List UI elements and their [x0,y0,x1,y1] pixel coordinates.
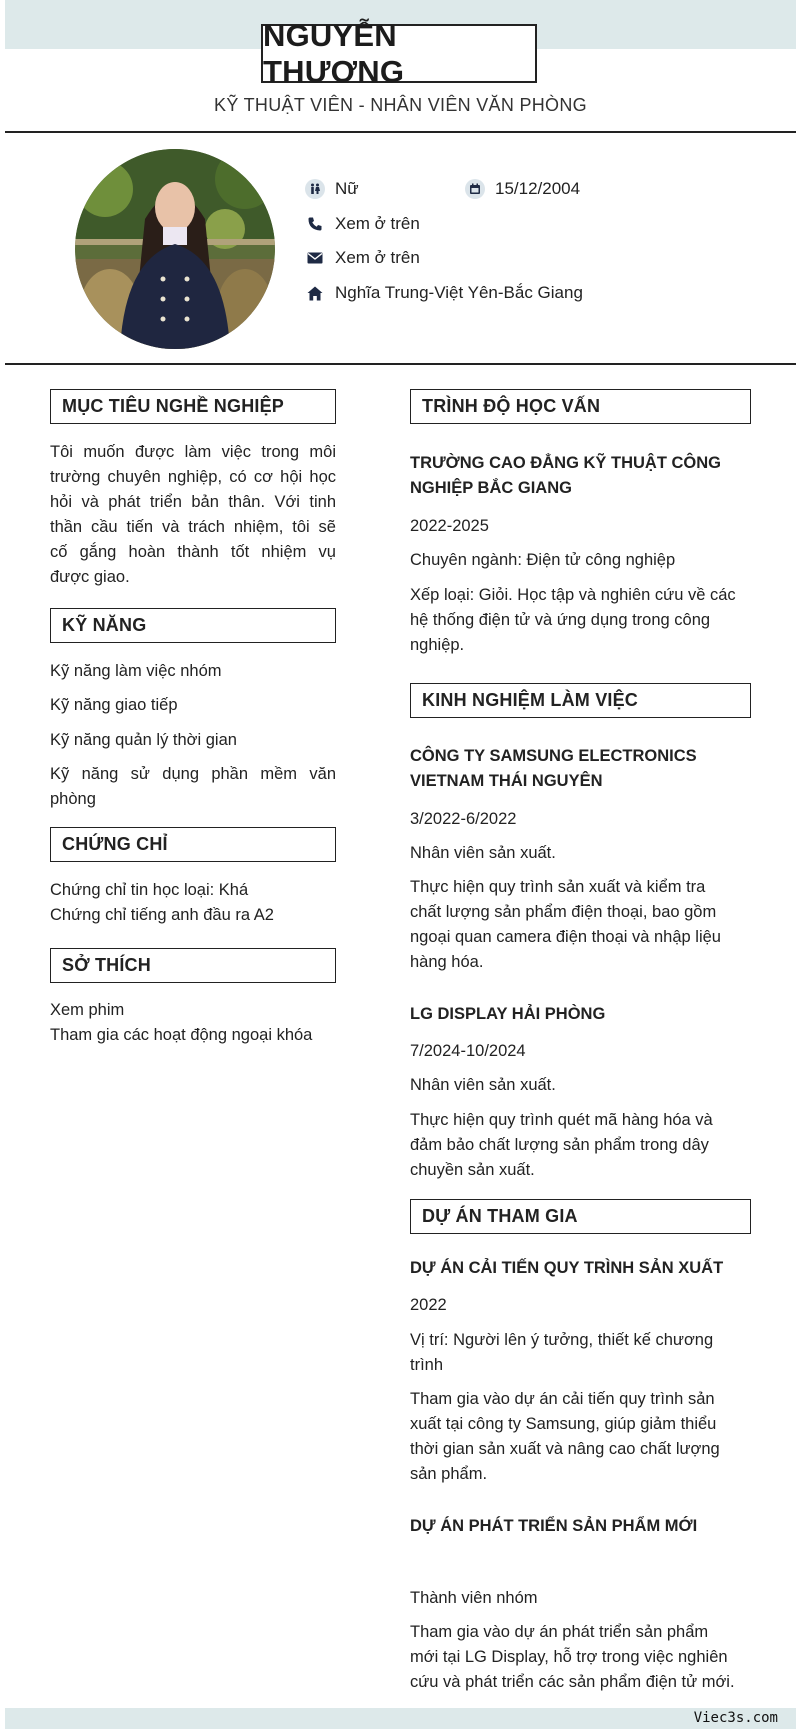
birthday-value: 15/12/2004 [495,179,581,198]
bottom-band [5,1708,796,1729]
education-period: 2022-2025 [410,517,489,535]
project-detail-line: mới tại LG Display, hỗ trợ trong việc nghiên [410,1648,728,1666]
resume-page [5,0,796,1729]
name-box [261,17,537,89]
job-title: KỸ THUẬT VIÊN - NHÂN VIÊN VĂN PHÒNG [214,95,587,115]
hobby-item: Xem phim [50,1001,125,1019]
education-detail-line: hệ thống điện tử và ứng dụng trong công [410,611,711,629]
middle-divider [5,363,796,365]
email-row [305,248,420,268]
project-detail-line: sản phẩm. [410,1465,488,1483]
education-detail-line: nghiệp. [410,636,465,654]
project-detail-line: Tham gia vào dự án phát triển sản phẩm [410,1623,709,1641]
project-name: DỰ ÁN CẢI TIẾN QUY TRÌNH SẢN XUẤT [410,1259,724,1277]
job-detail-line: ngoại quan camera điện thoại và nhập liệu [410,928,721,946]
project-detail [410,1620,751,1695]
birthday-row [465,179,580,199]
job-detail-line: chuyền sản xuất. [410,1161,535,1179]
skill-item: Kỹ năng làm việc nhóm [50,662,222,680]
project-name: DỰ ÁN PHÁT TRIỂN SẢN PHẨM MỚI [410,1517,698,1535]
projects-heading: DỰ ÁN THAM GIA [410,1199,751,1234]
objective-text [50,440,336,590]
skill-line: phòng [50,790,96,808]
hobby-item: Tham gia các hoạt động ngoại khóa [50,1026,313,1044]
project-detail-line: thời gian sản xuất và nâng cao chất lượng [410,1440,720,1458]
education-detail [410,583,751,658]
project-role-line: trình [410,1356,444,1374]
email-value: Xem ở trên [335,248,420,267]
objective-line: cố gắng hoàn thành tốt nhiệm vụ [50,543,336,561]
objective-line: được giao. [50,568,130,586]
gender-row [305,179,359,199]
job-period: 7/2024-10/2024 [410,1042,526,1060]
objective-line: trường chuyên nghiệp, có cơ hội học [50,468,336,486]
skill-line: Kỹ năng sử dụng phần mềm văn [50,765,336,783]
job-detail [410,875,751,975]
hobbies-heading: SỞ THÍCH [50,948,336,983]
skill-item: Kỹ năng quản lý thời gian [50,731,237,749]
school-line: TRƯỜNG CAO ĐẲNG KỸ THUẬT CÔNG [410,454,722,472]
avatar [75,149,275,349]
project-role [410,1328,751,1378]
home-icon [305,283,325,303]
project-role: Thành viên nhóm [410,1589,538,1607]
project-detail [410,1387,751,1487]
job-company-line: VIETNAM THÁI NGUYÊN [410,772,603,790]
project-role-line: Vị trí: Người lên ý tưởng, thiết kế chương [410,1331,714,1349]
certificate-item: Chứng chỉ tiếng anh đầu ra A2 [50,906,274,924]
skill-item: Kỹ năng giao tiếp [50,696,178,714]
project-detail-line: xuất tại công ty Samsung, giúp giảm thiểu [410,1415,717,1433]
experience-heading: KINH NGHIỆM LÀM VIỆC [410,683,751,718]
project-year: 2022 [410,1296,447,1314]
job-detail [410,1108,751,1183]
objective-line: thần cầu tiến và trách nhiệm, tôi sẽ [50,518,336,536]
objective-heading: MỤC TIÊU NGHỀ NGHIỆP [50,389,336,424]
objective-line: hỏi và phát triển bản thân. Với tinh [50,493,336,511]
calendar-icon [465,179,485,199]
education-detail-line: Xếp loại: Giỏi. Học tập và nghiên cứu về các [410,586,736,604]
skills-heading: KỸ NĂNG [50,608,336,643]
phone-icon [305,214,325,234]
avatar-photo [75,149,275,349]
project-detail-line: cứu và phát triển các sản phẩm điện tử mới. [410,1673,735,1691]
gender-icon [305,179,325,199]
envelope-icon [305,248,325,268]
job-period: 3/2022-6/2022 [410,810,517,828]
top-divider [5,131,796,133]
certificates-heading: CHỨNG CHỈ [50,827,336,862]
job-company [410,744,751,794]
project-detail-line: Tham gia vào dự án cải tiến quy trình sản [410,1390,715,1408]
job-company-line: CÔNG TY SAMSUNG ELECTRONICS [410,747,697,765]
job-detail-line: đảm bảo chất lượng sản phẩm trong dây [410,1136,709,1154]
education-heading: TRÌNH ĐỘ HỌC VẤN [410,389,751,424]
phone-row [305,214,420,234]
job-detail-line: hàng hóa. [410,953,484,971]
phone-value: Xem ở trên [335,214,420,233]
skill-item-multiline [50,762,336,812]
objective-line: Tôi muốn được làm việc trong môi [50,443,336,461]
candidate-name: NGUYỄN THƯƠNG [263,17,405,89]
hobbies-list [50,998,350,1048]
education-major: Chuyên ngành: Điện tử công nghiệp [410,551,676,569]
school-line: NGHIỆP BẮC GIANG [410,479,572,497]
gender-value: Nữ [335,179,359,198]
watermark: Viec3s.com [693,1710,778,1726]
school-name [410,451,751,501]
job-detail-line: Thực hiện quy trình sản xuất và kiểm tra [410,878,706,896]
address-row [305,283,583,303]
certificates-list [50,878,336,928]
job-company [410,1002,751,1027]
address-value: Nghĩa Trung-Việt Yên-Bắc Giang [335,283,583,302]
job-position: Nhân viên sản xuất. [410,844,556,862]
job-position: Nhân viên sản xuất. [410,1076,556,1094]
job-company-line: LG DISPLAY HẢI PHÒNG [410,1005,606,1023]
job-detail-line: Thực hiện quy trình quét mã hàng hóa và [410,1111,713,1129]
certificate-item: Chứng chỉ tin học loại: Khá [50,881,249,899]
job-detail-line: chất lượng sản phẩm điện thoại, bao gồm [410,903,717,921]
